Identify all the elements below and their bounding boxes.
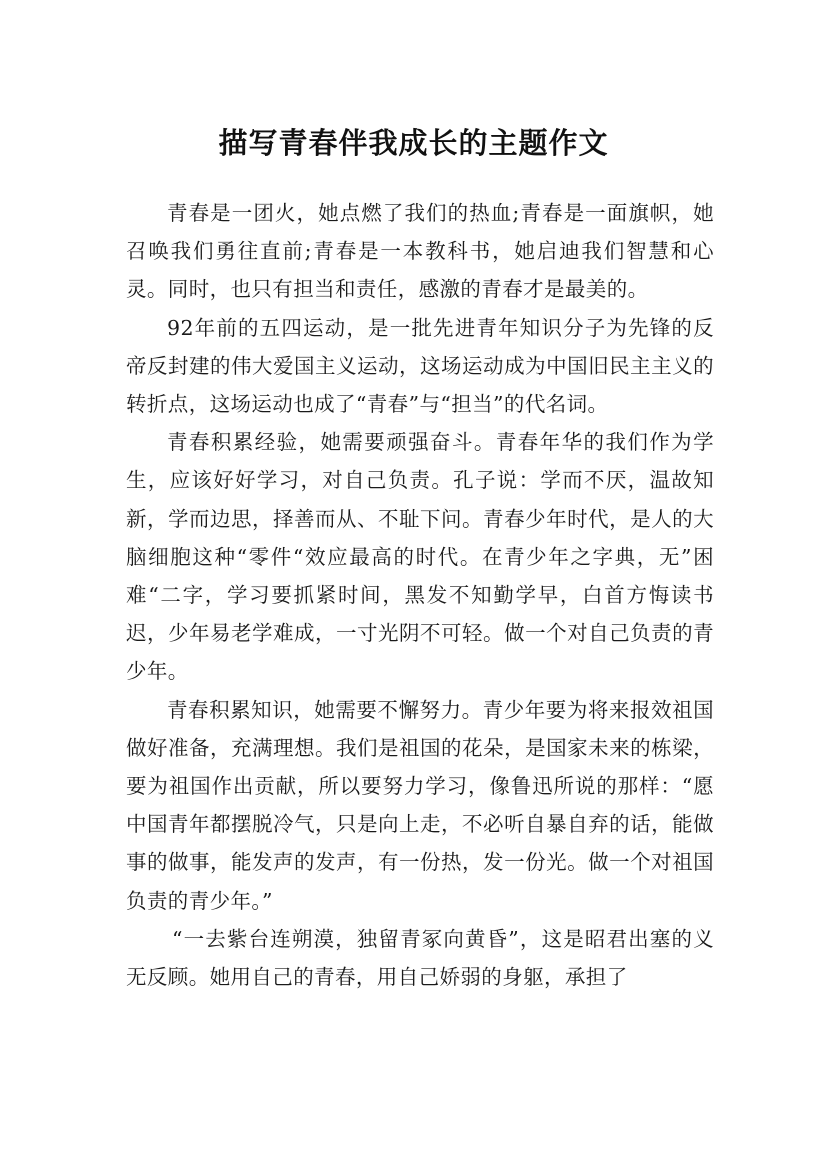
paragraph-3: 青春积累经验，她需要顽强奋斗。青春年华的我们作为学生，应该好好学习，对自己负责。孔子说：学而不厌，温故知新，学而边思，择善而从、不耻下问。青春少年时代，是人的大脑细胞这种“零件“效应最高的时代。在青少年之字典，无”困难“二字，学习要抓紧时间，黑发不知勤学早，白首方悔读书迟，少年易老学难成，一寸光阴不可轻。做一个对自己负责的青少年。: [126, 430, 714, 684]
document-title: 描写青春伴我成长的主题作文: [218, 126, 609, 161]
paragraph-5: “一去紫台连朔漠，独留青冢向黄昏”，这是昭君出塞的义无反顾。她用自己的青春，用自己娇弱的身躯，承担了: [126, 926, 714, 990]
document-body: [126, 194, 714, 996]
paragraph-2: 92年前的五四运动，是一批先进青年知识分子为先锋的反帝反封建的伟大爱国主义运动，这场运动成为中国旧民主主义的转折点，这场运动也成了“青春”与“担当”的代名词。: [126, 315, 714, 417]
paragraph-4: 青春积累知识，她需要不懈努力。青少年要为将来报效祖国做好准备，充满理想。我们是祖国的花朵，是国家未来的栋梁，要为祖国作出贡献，所以要努力学习，像鲁迅所说的那样：“愿中国青年都摆脱冷气，只是向上走，不必听自暴自弃的话，能做事的做事，能发声的发声，有一份热，发一份光。做一个对祖国负责的青少年。”: [126, 697, 714, 913]
paragraph-1: 青春是一团火，她点燃了我们的热血;青春是一面旗帜，她召唤我们勇往直前;青春是一本教科书，她启迪我们智慧和心灵。同时，也只有担当和责任，感激的青春才是最美的。: [126, 201, 714, 302]
